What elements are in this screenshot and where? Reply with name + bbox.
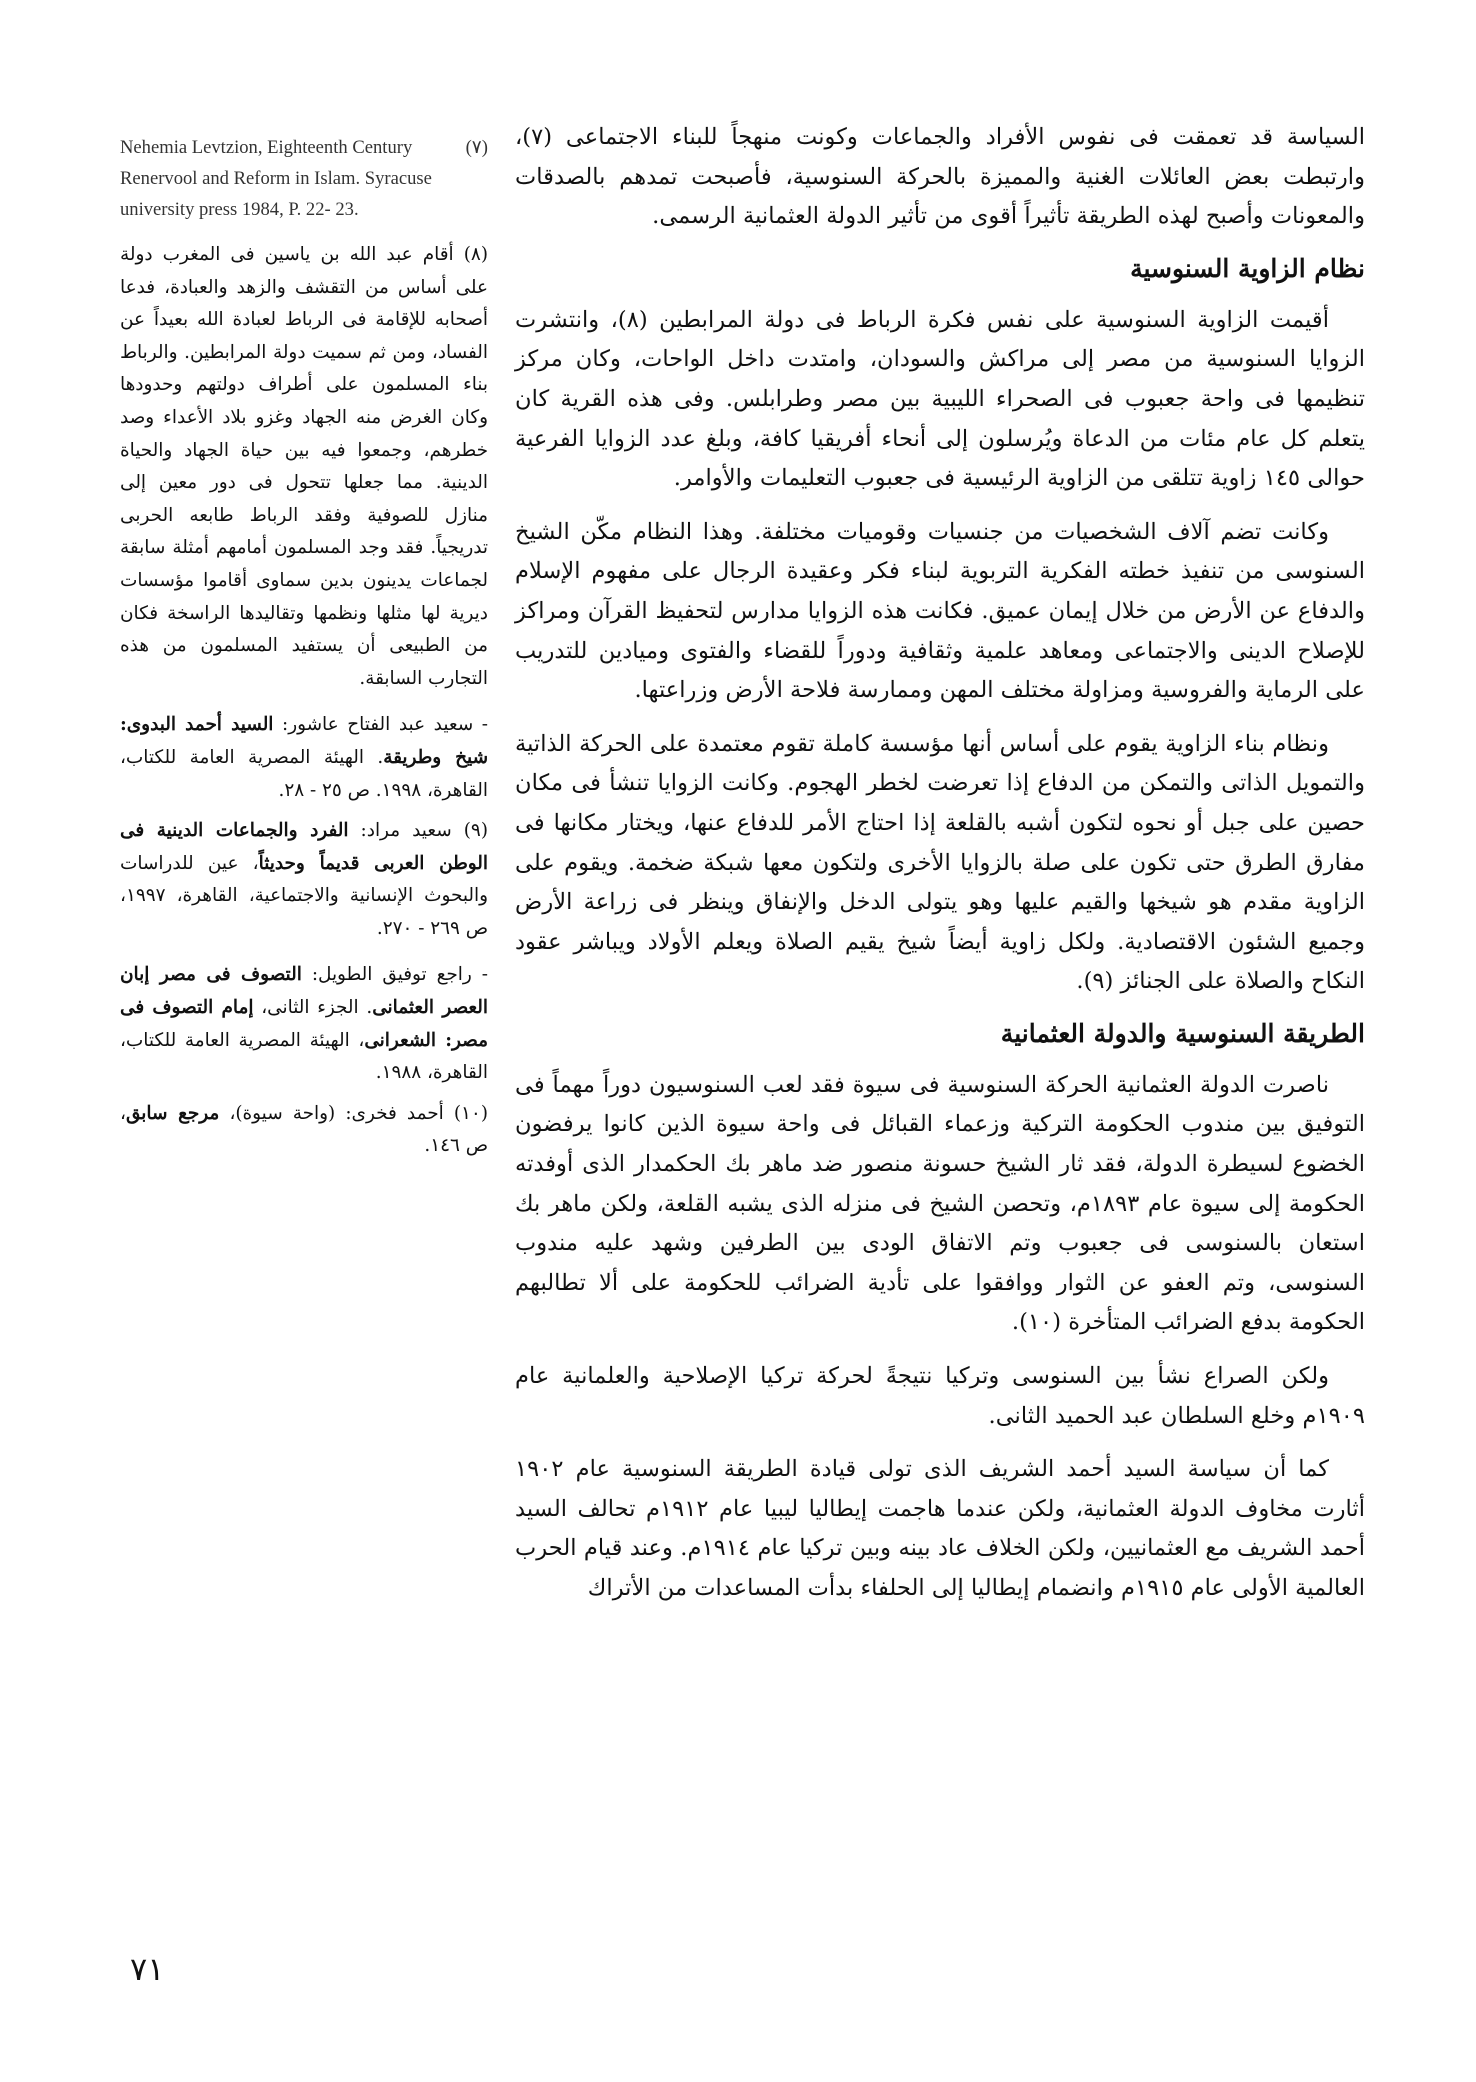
- footnote-9: (٩) سعيد مراد: الفرد والجماعات الدينية فى الوطن العربى قديماً وحديثاً، عين للدراسات والبحوث الإنسانية والاجتماعية، القاهرة، ١٩٩٧، ص ٢٦٩ - ٢٧٠.: [120, 820, 489, 939]
- footnote-7-text: Nehemia Levtzion, Eighteenth Century Renervool and Reform in Islam. Syracuse university press 1984, P. 22- 23.: [120, 137, 432, 220]
- heading-senussi-ottoman: الطريقة السنوسية والدولة العثمانية: [1000, 1018, 1365, 1048]
- footnote-9-number: (٩): [463, 820, 488, 842]
- paragraph-intro: السياسة قد تعمقت فى نفوس الأفراد والجماعات وكونت منهجاً للبناء الاجتماعى (٧)، وارتبطت بعض العائلات الغنية والمميزة بالحركة السنوسية، فأصبحت تمدهم بالصدقات والمعونات وأصبح لهذه الطريقة تأثيراً أقوى من تأثير الدولة العثمانية الرسمى.: [515, 124, 1365, 230]
- footnote-10-number: (١٠): [453, 1102, 488, 1124]
- footnote-8-text: أقام عبد الله بن ياسين فى المغرب دولة على أساس من التقشف والزهد والعبادة، فدعا أصحابه للإقامة فى الرباط لعبادة الله بعيداً عن الفساد، ومن ثم سميت دولة المرابطين. والرباط بناء المسلمون على أطراف دولتهم وحدودها وكان الغرض منه الجهاد وغزو بلاد الأعداء وصد خطرهم، وجمعوا فيه بين حياة الجهاد والحياة الدينية. مما جعلها تتحول فى دور معين إلى منازل للصوفية وفقد الرباط طابعه الحربى تدريجياً. فقد وجد المسلمون أمامهم أمثلة سابقة لجماعات يدينون بدين سماوى أقاموا مؤسسات ديرية لها مثلها ونظمها وتقاليدها الراسخة فكان من الطبيعى أن يستفيد المسلمون من هذه التجارب السابقة.: [120, 244, 488, 689]
- main-text-column: [515, 118, 1365, 1623]
- heading-zawiya-system: نظام الزاوية السنوسية: [1130, 253, 1365, 283]
- paragraph-ottoman-support: ناصرت الدولة العثمانية الحركة السنوسية فى سيوة فقد لعب السنوسيون دوراً مهماً فى التوفيق بين مندوب الحكومة التركية وزعماء القبائل فى واحة سيوة الذين كانوا يرفضون الخضوع لسيطرة الدولة، فقد ثار الشيخ حسونة منصور ضد ماهر بك الحكمدار الذى أوفدته الحكومة إلى سيوة عام ١٨٩٣م، وتحصن الشيخ فى منزله الذى يشبه القلعة، ولكن ماهر بك استعان بالسنوسى فى جعبوب وتم الاتفاق الودى بين الطرفين وشهد عليه مندوب السنوسى، وتم العفو عن الثوار ووافقوا على تأدية الضرائب للحكومة على ألا تطالبهم الحكومة بدفع الضرائب المتأخرة (١٠).: [515, 1071, 1365, 1336]
- paragraph-zawiya-people: وكانت تضم آلاف الشخصيات من جنسيات وقوميات مختلفة. وهذا النظام مكّن الشيخ السنوسى من تنفيذ خطته الفكرية التربوية لبناء فكر وعقيدة الرجال على مفهوم الإسلام والدفاع عن الأرض من خلال إيمان عميق. فكانت هذه الزوايا مدارس لتحفيظ القرآن ومراكز للإصلاح الدينى والاجتماعى ومعاهد علمية وثقافية ودوراً للقضاء والفتوى وميادين للتدريب على الرماية والفروسية ومزاولة مختلف المهن وممارسة فلاحة الأرض وزراعتها.: [515, 518, 1365, 704]
- reference-title: مرجع سابق: [125, 1102, 220, 1124]
- reference-title: الفرد والجماعات الدينية فى الوطن العربى قديماً وحديثاً: [120, 820, 489, 874]
- paragraph-zawiya-structure: ونظام بناء الزاوية يقوم على أساس أنها مؤسسة كاملة تقوم معتمدة على الحركة الذاتية والتمويل الذاتى والتمكن من الدفاع إذا تعرضت لخطر الهجوم. وكانت الزوايا تنشأ فى مكان حصين على جبل أو نحوه لتكون أشبه بالقلعة إذا احتاج الأمر للدفاع عنها، ويختار مكانها فى مفارق الطرق حتى تكون على صلة بالزوايا الأخرى ولتكون معها شبكة ضخمة. ويقوم على الزاوية مقدم هو شيخها والقيم عليها وهو يتولى الدخل والإنفاق وينظر فى زراعة الأرض وجميع الشئون الاقتصادية. ولكل زاوية أيضاً شيخ يقيم الصلاة ويعلم الأولاد ويباشر عقود النكاح والصلاة على الجنائز (٩).: [515, 730, 1365, 995]
- footnote-8-number: (٨): [463, 244, 488, 265]
- reference-title: إمام التصوف فى مصر: الشعرانى: [120, 997, 488, 1051]
- footnote-9-reference: - راجع توفيق الطويل: التصوف فى مصر إبان العصر العثمانى. الجزء الثانى، إمام التصوف فى مصر: الشعرانى، الهيئة المصرية العامة للكتاب، القاهرة، ١٩٨٨.: [120, 964, 489, 1084]
- paragraph-conflict: ولكن الصراع نشأ بين السنوسى وتركيا نتيجةً لحركة تركيا الإصلاحية والعلمانية عام ١٩٠٩م وخلع السلطان عبد الحميد الثانى.: [515, 1363, 1365, 1429]
- reference-title: السيد أحمد البدوى: شيخ وطريقة: [120, 714, 488, 768]
- footnotes-column: [120, 132, 488, 1177]
- footnote-7-number: (٧): [465, 137, 488, 158]
- footnote-10: (١٠) أحمد فخرى: (واحة سيوة)، مرجع سابق، ص ١٤٦.: [120, 1102, 488, 1157]
- paragraph-zawiya-founding: أقيمت الزاوية السنوسية على نفس فكرة الرباط فى دولة المرابطين (٨)، وانتشرت الزوايا السنوسية من مصر إلى مراكش والسودان، وامتدت داخل الواحات، وكان مركز تنظيمها فى واحة جعبوب فى الصحراء الليبية بين مصر وطرابلس. وفى هذه القرية كان يتعلم كل عام مئات من الدعاة ويُرسلون إلى أنحاء أفريقيا كافة، وبلغ عدد الزوايا الفرعية حوالى ١٤٥ زاوية تتلقى من الزاوية الرئيسية فى جعبوب التعليمات والأوامر.: [515, 306, 1365, 492]
- paragraph-ahmad-sharif: كما أن سياسة السيد أحمد الشريف الذى تولى قيادة الطريقة السنوسية عام ١٩٠٢ أثارت مخاوف الدولة العثمانية، ولكن عندما هاجمت إيطاليا ليبيا عام ١٩١٢م تحالف السيد أحمد الشريف مع العثمانيين، ولكن الخلاف عاد بينه وبين تركيا عام ١٩١٤م. وعند قيام الحرب العالمية الأولى عام ١٩١٥م وانضمام إيطاليا إلى الحلفاء بدأت المساعدات من الأتراك: [515, 1456, 1366, 1601]
- footnote-8: [120, 239, 488, 695]
- reference-title: التصوف فى مصر إبان العصر العثمانى: [120, 964, 489, 1019]
- footnote-7: [120, 132, 488, 225]
- footnote-8-reference: - سعيد عبد الفتاح عاشور: السيد أحمد البدوى: شيخ وطريقة. الهيئة المصرية العامة للكتاب، القاهرة، ١٩٩٨. ص ٢٥ - ٢٨.: [120, 714, 488, 801]
- page-number: ٧١: [130, 1950, 165, 1988]
